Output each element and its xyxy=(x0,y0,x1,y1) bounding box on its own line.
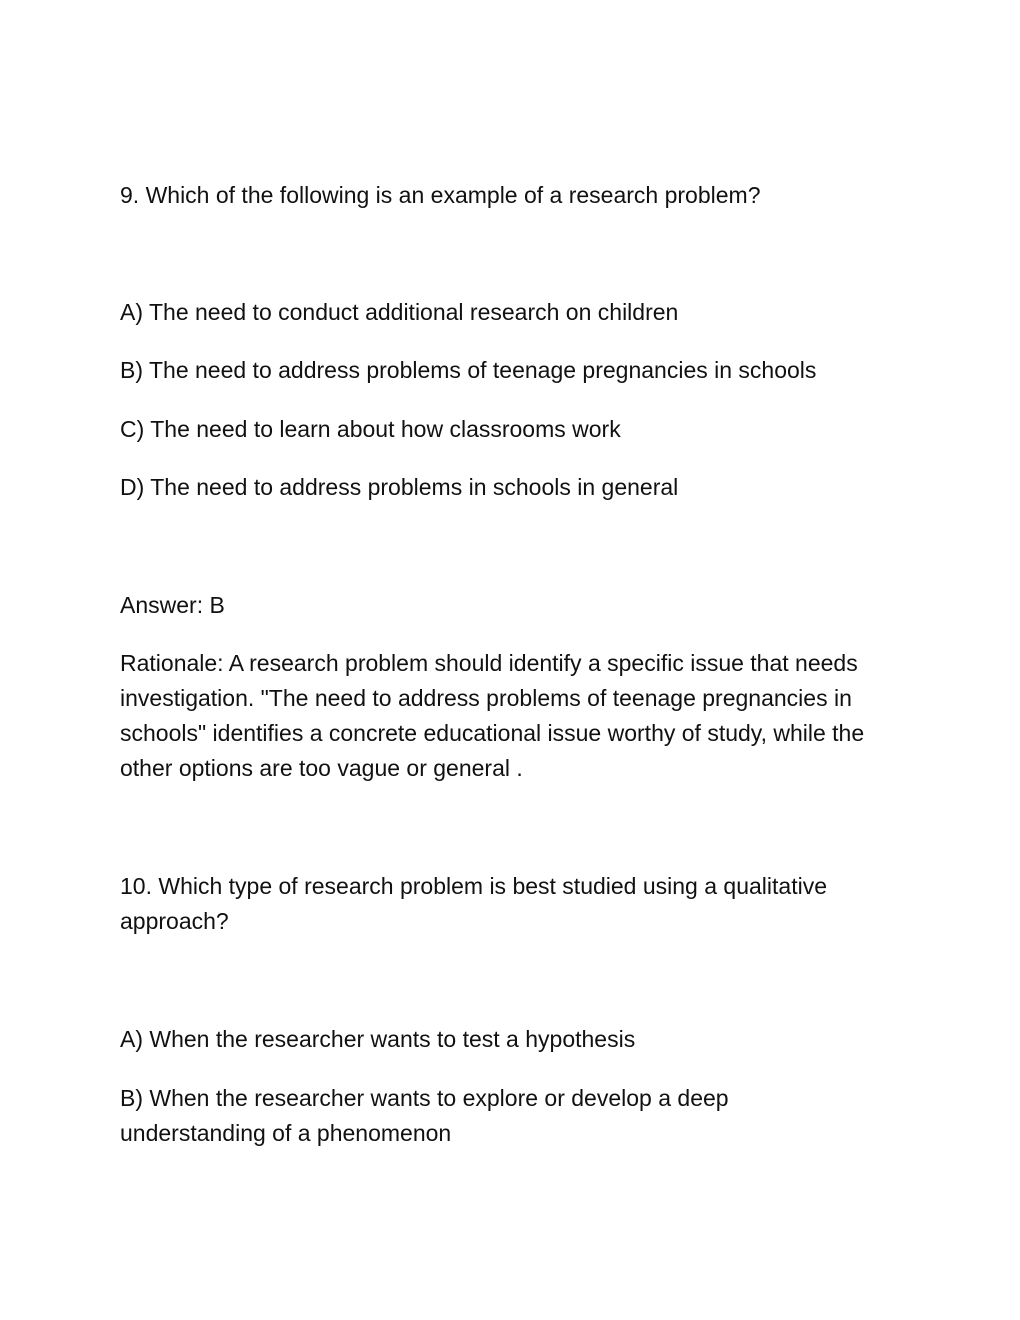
question-9-option-d: D) The need to address problems in schools in general xyxy=(120,474,679,500)
question-9-option-b: B) The need to address problems of teenage pregnancies in schools xyxy=(120,357,817,383)
question-9-option-a: A) The need to conduct additional research on children xyxy=(120,299,679,325)
question-10-prompt: 10. Which type of research problem is best studied using a qualitative approach? xyxy=(120,873,827,934)
question-9-rationale: Rationale: A research problem should identify a specific issue that needs investigation. "The need to address problems of teenage pregnancies in schools" identifies a concrete educational issue worthy of study, while the other options are too vague or general . xyxy=(120,650,865,781)
question-10-option-b: B) When the researcher wants to explore or develop a deep understanding of a phenomenon xyxy=(120,1085,729,1146)
question-10-option-a: A) When the researcher wants to test a hypothesis xyxy=(120,1026,636,1052)
question-9-option-c: C) The need to learn about how classrooms work xyxy=(120,416,621,442)
question-9-prompt: 9. Which of the following is an example of a research problem? xyxy=(120,182,761,208)
question-9-answer: Answer: B xyxy=(120,592,225,618)
